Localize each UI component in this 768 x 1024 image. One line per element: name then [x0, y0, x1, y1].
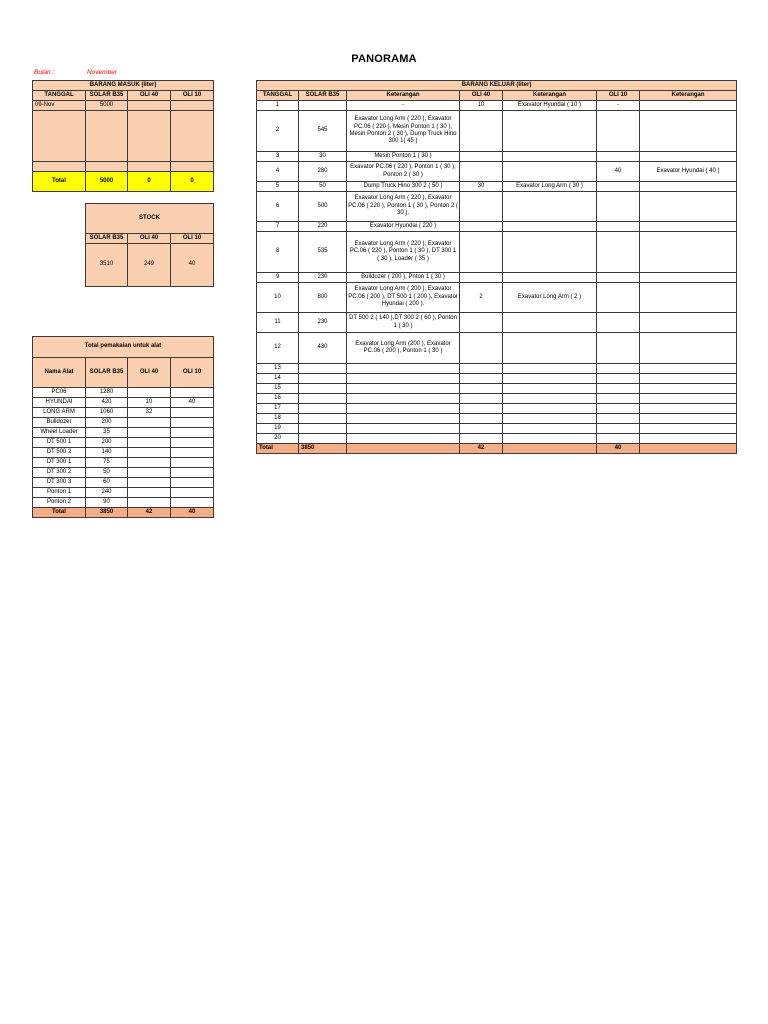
- cell-oli10: [171, 498, 214, 508]
- cell-oli10: [597, 374, 640, 384]
- total-solar: 3850: [86, 508, 128, 518]
- cell-oli40: [460, 232, 503, 273]
- table-row: [33, 388, 214, 398]
- cell-solar: 1280: [86, 388, 128, 398]
- cell-keterangan-oli40: [503, 434, 597, 444]
- cell-solar: 220: [299, 222, 347, 232]
- cell-solar: [299, 414, 347, 424]
- cell-tanggal: 9: [257, 273, 299, 283]
- cell-oli10: [597, 111, 640, 152]
- cell-keterangan-oli40: [503, 394, 597, 404]
- cell-keterangan-solar: [347, 414, 460, 424]
- stock-oli10: 40: [171, 244, 214, 287]
- cell-keterangan-solar: Bulldozer ( 200 ), Pnton 1 ( 30 ): [347, 273, 460, 283]
- cell-keterangan-solar: DT 500 2 ( 140 ),DT 300 2 ( 60 ), Ponton 1 ( 30 ): [347, 313, 460, 333]
- cell-keterangan-oli40: Exavator Long Arm ( 30 ): [503, 182, 597, 192]
- cell-keterangan-oli40: [503, 232, 597, 273]
- cell-oli10: [171, 388, 214, 398]
- table-row: [257, 404, 737, 414]
- col-oli10: OLI 10: [171, 91, 214, 101]
- cell-keterangan-solar: [347, 404, 460, 414]
- table-row-empty: [33, 111, 214, 162]
- table-row-empty: [33, 162, 214, 172]
- cell-oli40: [128, 498, 171, 508]
- cell-oli40: [128, 101, 171, 111]
- cell-oli10: [171, 478, 214, 488]
- cell-keterangan-oli40: [503, 404, 597, 414]
- cell-keterangan-solar: Exavator Long Arm ( 220 ), Exavator PC.06 ( 220 ), Ponton 1 ( 30 ), DT 300 1 ( 30 ), Loader ( 35 ): [347, 232, 460, 273]
- cell-oli10: [597, 394, 640, 404]
- table-row: [257, 384, 737, 394]
- cell-tanggal: 8: [257, 232, 299, 273]
- bulan-value: November: [87, 69, 117, 76]
- cell-keterangan-solar: Exavator Long Arm (200 ), Exavator PC.06 ( 200 ), Ponton 1 ( 30 ): [347, 333, 460, 364]
- cell-oli40: [460, 424, 503, 434]
- cell-oli10: [171, 438, 214, 448]
- cell-oli40: [128, 438, 171, 448]
- col-solar: SOLAR B35: [299, 91, 347, 101]
- cell-keterangan-solar: Dump Truck Hino 300 2 ( 50 ): [347, 182, 460, 192]
- cell-keterangan-oli10: [640, 434, 737, 444]
- cell-oli40: [460, 394, 503, 404]
- table-row: [33, 101, 214, 111]
- col-solar: SOLAR B35: [86, 91, 128, 101]
- cell-oli40: [460, 333, 503, 364]
- cell-solar: 200: [86, 418, 128, 428]
- cell-keterangan-solar: [347, 424, 460, 434]
- cell-keterangan-oli40: [503, 333, 597, 364]
- cell-solar: 280: [299, 162, 347, 182]
- cell-keterangan-oli10: [640, 414, 737, 424]
- cell-solar: [299, 434, 347, 444]
- cell-oli40: 10: [460, 101, 503, 111]
- cell-solar: [299, 394, 347, 404]
- cell-keterangan-solar: Exavator PC.06 ( 220 ), Ponton 1 ( 30 ), Ponton 2 ( 30 ): [347, 162, 460, 182]
- cell-keterangan-oli40: [503, 162, 597, 182]
- cell-oli40: 30: [460, 182, 503, 192]
- pemakaian-table: [32, 336, 214, 518]
- cell-oli10: [597, 222, 640, 232]
- cell-oli10: [597, 232, 640, 273]
- col-oli40: OLI 40: [128, 91, 171, 101]
- table-row: [33, 488, 214, 498]
- stock-solar: 3510: [86, 244, 128, 287]
- cell-oli10: [597, 283, 640, 313]
- cell-keterangan-solar: -: [347, 101, 460, 111]
- cell-tanggal: 20: [257, 434, 299, 444]
- table-row: [33, 438, 214, 448]
- total-row: [257, 444, 737, 454]
- cell-keterangan-oli40: [503, 384, 597, 394]
- table-row: [257, 232, 737, 273]
- cell-tanggal: 18: [257, 414, 299, 424]
- stock-values-row: [86, 244, 214, 287]
- cell-solar: 90: [86, 498, 128, 508]
- total-oli10: 0: [171, 172, 214, 192]
- cell-keterangan-oli10: [640, 101, 737, 111]
- table-row: [257, 414, 737, 424]
- cell-oli10: [597, 404, 640, 414]
- cell-solar: 500: [299, 192, 347, 222]
- table-row: [257, 101, 737, 111]
- cell-keterangan-oli10: [640, 333, 737, 364]
- barang-masuk-table: [32, 80, 214, 192]
- table-row: [257, 424, 737, 434]
- cell-keterangan-oli10: [640, 273, 737, 283]
- cell-tanggal: 7: [257, 222, 299, 232]
- cell-oli10: [597, 152, 640, 162]
- cell-solar: [299, 374, 347, 384]
- cell-nama-alat: DT 300 3: [33, 478, 86, 488]
- total-oli40: 42: [128, 508, 171, 518]
- cell-tanggal: 10: [257, 283, 299, 313]
- table-row: [33, 398, 214, 408]
- cell-oli40: [460, 404, 503, 414]
- cell-nama-alat: Wheel Loader: [33, 428, 86, 438]
- table-row: [257, 152, 737, 162]
- cell-keterangan-oli40: [503, 414, 597, 424]
- cell-oli10: [171, 418, 214, 428]
- cell-tanggal: 11: [257, 313, 299, 333]
- col-oli10: OLI 10: [171, 358, 214, 388]
- cell-oli40: [460, 414, 503, 424]
- cell-keterangan-oli40: [503, 273, 597, 283]
- cell-solar: 230: [299, 273, 347, 283]
- cell-solar: 430: [299, 333, 347, 364]
- cell-oli40: [460, 434, 503, 444]
- cell-oli10: [597, 333, 640, 364]
- cell-oli10: [171, 488, 214, 498]
- cell-solar: 545: [299, 111, 347, 152]
- cell-keterangan-oli10: [640, 232, 737, 273]
- total-row: [33, 172, 214, 192]
- table-row: [257, 182, 737, 192]
- cell-solar: [299, 404, 347, 414]
- cell-keterangan-oli10: [640, 384, 737, 394]
- cell-keterangan-oli10: [640, 394, 737, 404]
- cell-solar: 75: [86, 458, 128, 468]
- cell-keterangan-oli10: [640, 374, 737, 384]
- cell-keterangan-oli40: Exavator Hyundai ( 10 ): [503, 101, 597, 111]
- cell-oli40: [460, 222, 503, 232]
- table-row: [33, 428, 214, 438]
- cell-oli40: [128, 428, 171, 438]
- cell-oli40: 10: [128, 398, 171, 408]
- cell-keterangan-oli40: [503, 192, 597, 222]
- total-solar: 5000: [86, 172, 128, 192]
- total-label: Total: [33, 172, 86, 192]
- cell-keterangan-oli10: [640, 404, 737, 414]
- total-label: Total: [33, 508, 86, 518]
- cell-oli40: [460, 152, 503, 162]
- col-solar: SOLAR B35: [86, 358, 128, 388]
- barang-keluar-header: BARANG KELUAR (liter): [257, 81, 737, 91]
- cell-solar: 50: [299, 182, 347, 192]
- stock-oli40: 249: [128, 244, 171, 287]
- cell-tanggal: 14: [257, 374, 299, 384]
- cell-keterangan-solar: [347, 394, 460, 404]
- table-row: [257, 273, 737, 283]
- cell-keterangan-oli40: [503, 313, 597, 333]
- cell-solar: 200: [86, 438, 128, 448]
- cell-oli10: [171, 101, 214, 111]
- total-oli10: 40: [597, 444, 640, 454]
- page-title: PANORAMA: [351, 53, 417, 65]
- col-oli10: OLI 10: [597, 91, 640, 101]
- cell-tanggal: 13: [257, 364, 299, 374]
- cell-keterangan-solar: [347, 374, 460, 384]
- cell-oli10: [597, 414, 640, 424]
- cell-nama-alat: Ponton 1: [33, 488, 86, 498]
- table-row: [257, 162, 737, 182]
- table-row: [33, 498, 214, 508]
- table-row: [257, 111, 737, 152]
- col-solar: SOLAR B35: [86, 234, 128, 244]
- col-oli10: OLI 10: [171, 234, 214, 244]
- cell-nama-alat: DT 300 2: [33, 468, 86, 478]
- cell-nama-alat: DT 300 1: [33, 458, 86, 468]
- cell-tanggal: 17: [257, 404, 299, 414]
- cell-solar: 35: [86, 428, 128, 438]
- cell-oli40: 32: [128, 408, 171, 418]
- cell-solar: 60: [86, 478, 128, 488]
- cell-oli10: [171, 468, 214, 478]
- cell-solar: 240: [86, 488, 128, 498]
- cell-keterangan-solar: Mesin Ponton 1 ( 30 ): [347, 152, 460, 162]
- cell-oli40: [460, 111, 503, 152]
- barang-keluar-table: [256, 80, 737, 454]
- cell-solar: 50: [86, 468, 128, 478]
- cell-tanggal: 16: [257, 394, 299, 404]
- cell-oli10: [597, 434, 640, 444]
- cell-keterangan-oli10: [640, 182, 737, 192]
- cell-keterangan-solar: Exavator Long Arm ( 200 ), Exavator PC.06 ( 200 ), DT 500 1 ( 200 ), Exavator Hyundai ( 200 ).: [347, 283, 460, 313]
- cell-keterangan-oli40: [503, 424, 597, 434]
- cell-oli40: [460, 384, 503, 394]
- cell-keterangan-solar: [347, 434, 460, 444]
- cell-keterangan-solar: Exavator Hyundai ( 220 ): [347, 222, 460, 232]
- cell-oli10: [171, 448, 214, 458]
- cell-nama-alat: LONG ARM: [33, 408, 86, 418]
- cell-keterangan-oli40: [503, 152, 597, 162]
- cell-oli10: [597, 192, 640, 222]
- cell-oli40: [460, 273, 503, 283]
- cell-tanggal: 2: [257, 111, 299, 152]
- cell-tanggal: 3: [257, 152, 299, 162]
- cell-solar: 140: [86, 448, 128, 458]
- cell-keterangan-oli10: [640, 152, 737, 162]
- table-row: [257, 313, 737, 333]
- cell-tanggal: 09-Nov: [33, 101, 86, 111]
- table-row: [257, 192, 737, 222]
- table-row: [33, 458, 214, 468]
- cell-oli40: [128, 388, 171, 398]
- cell-oli40: 2: [460, 283, 503, 313]
- cell-nama-alat: PC06: [33, 388, 86, 398]
- cell-oli40: [460, 313, 503, 333]
- table-row: [257, 222, 737, 232]
- cell-solar: 230: [299, 313, 347, 333]
- cell-oli40: [460, 162, 503, 182]
- total-oli10: 40: [171, 508, 214, 518]
- cell-tanggal: 15: [257, 384, 299, 394]
- cell-keterangan-oli10: [640, 364, 737, 374]
- cell-tanggal: 4: [257, 162, 299, 182]
- cell-oli10: 40: [171, 398, 214, 408]
- cell-keterangan-solar: [347, 364, 460, 374]
- total-solar: 3850: [299, 444, 347, 454]
- cell-solar: 800: [299, 283, 347, 313]
- cell-oli10: [597, 182, 640, 192]
- cell-nama-alat: HYUNDAI: [33, 398, 86, 408]
- stock-header: STOCK: [86, 204, 214, 234]
- cell-nama-alat: Ponton 2: [33, 498, 86, 508]
- cell-keterangan-oli10: [640, 424, 737, 434]
- total-oli40: 42: [460, 444, 503, 454]
- table-row: [33, 418, 214, 428]
- cell-tanggal: 6: [257, 192, 299, 222]
- cell-tanggal: 5: [257, 182, 299, 192]
- cell-solar: [299, 101, 347, 111]
- col-nama-alat: Nama Alat: [33, 358, 86, 388]
- table-row: [257, 364, 737, 374]
- cell-oli40: [460, 192, 503, 222]
- col-keterangan-solar: Keterangan: [347, 91, 460, 101]
- col-keterangan-oli40: Keterangan: [503, 91, 597, 101]
- cell-oli40: [128, 448, 171, 458]
- cell-keterangan-solar: [347, 384, 460, 394]
- cell-solar: 420: [86, 398, 128, 408]
- cell-oli40: [128, 458, 171, 468]
- total-row: [33, 508, 214, 518]
- cell-solar: 5000: [86, 101, 128, 111]
- cell-oli40: [128, 488, 171, 498]
- col-tanggal: TANGGAL: [257, 91, 299, 101]
- cell-keterangan-oli10: Exavator Hyundai ( 40 ): [640, 162, 737, 182]
- cell-oli10: [597, 424, 640, 434]
- cell-oli40: [460, 364, 503, 374]
- table-row: [257, 374, 737, 384]
- cell-oli40: [460, 374, 503, 384]
- cell-keterangan-oli10: [640, 111, 737, 152]
- cell-solar: 1060: [86, 408, 128, 418]
- cell-oli10: [171, 428, 214, 438]
- cell-oli10: [597, 384, 640, 394]
- col-oli40: OLI 40: [128, 234, 171, 244]
- col-tanggal: TANGGAL: [33, 91, 86, 101]
- cell-oli40: [128, 418, 171, 428]
- cell-oli40: [128, 468, 171, 478]
- col-oli40: OLI 40: [460, 91, 503, 101]
- cell-oli40: [128, 478, 171, 488]
- cell-solar: 535: [299, 232, 347, 273]
- cell-oli10: -: [597, 101, 640, 111]
- cell-nama-alat: Bulldozer: [33, 418, 86, 428]
- cell-keterangan-oli10: [640, 222, 737, 232]
- cell-oli10: [597, 313, 640, 333]
- cell-solar: 30: [299, 152, 347, 162]
- col-keterangan-oli10: Keterangan: [640, 91, 737, 101]
- table-row: [33, 478, 214, 488]
- bulan-label: Bulan :: [34, 69, 55, 76]
- table-row: [33, 448, 214, 458]
- cell-keterangan-oli40: [503, 364, 597, 374]
- cell-tanggal: 19: [257, 424, 299, 434]
- cell-keterangan-oli40: Exavator Long Arm ( 2 ): [503, 283, 597, 313]
- cell-solar: [299, 384, 347, 394]
- total-label: Total: [257, 444, 299, 454]
- table-row: [33, 468, 214, 478]
- cell-tanggal: 1: [257, 101, 299, 111]
- stock-table: [85, 203, 214, 287]
- cell-nama-alat: DT 500 2: [33, 448, 86, 458]
- col-oli40: OLI 40: [128, 358, 171, 388]
- cell-keterangan-solar: Exavator Long Arm ( 220 ), Exavator PC.06 ( 220 ), Ponton 1 ( 30 ), Ponton 2 ( 30 ).: [347, 192, 460, 222]
- cell-oli10: [171, 458, 214, 468]
- table-row: [33, 408, 214, 418]
- pemakaian-header: Total pemakaian untuk alat: [33, 337, 214, 358]
- cell-oli10: [597, 273, 640, 283]
- cell-tanggal: 12: [257, 333, 299, 364]
- cell-keterangan-oli10: [640, 283, 737, 313]
- table-row: [257, 434, 737, 444]
- cell-keterangan-oli40: [503, 111, 597, 152]
- cell-oli10: [597, 364, 640, 374]
- cell-nama-alat: DT 500 1: [33, 438, 86, 448]
- cell-solar: [299, 364, 347, 374]
- table-row: [257, 283, 737, 313]
- cell-keterangan-oli40: [503, 374, 597, 384]
- cell-keterangan-oli10: [640, 313, 737, 333]
- cell-oli10: [171, 408, 214, 418]
- table-row: [257, 333, 737, 364]
- cell-keterangan-oli10: [640, 192, 737, 222]
- total-oli40: 0: [128, 172, 171, 192]
- table-row: [257, 394, 737, 404]
- cell-oli10: 40: [597, 162, 640, 182]
- cell-solar: [299, 424, 347, 434]
- cell-keterangan-solar: Exavator Long Arm ( 220 ), Exavator PC.06 ( 220 ), Mesin Ponton 1 ( 30 ), Mesin Ponton 2 ( 30 ), Dump Truck Hino 300 1( 45 ): [347, 111, 460, 152]
- barang-masuk-header: BARANG MASUK (liter): [33, 81, 214, 91]
- cell-keterangan-oli40: [503, 222, 597, 232]
